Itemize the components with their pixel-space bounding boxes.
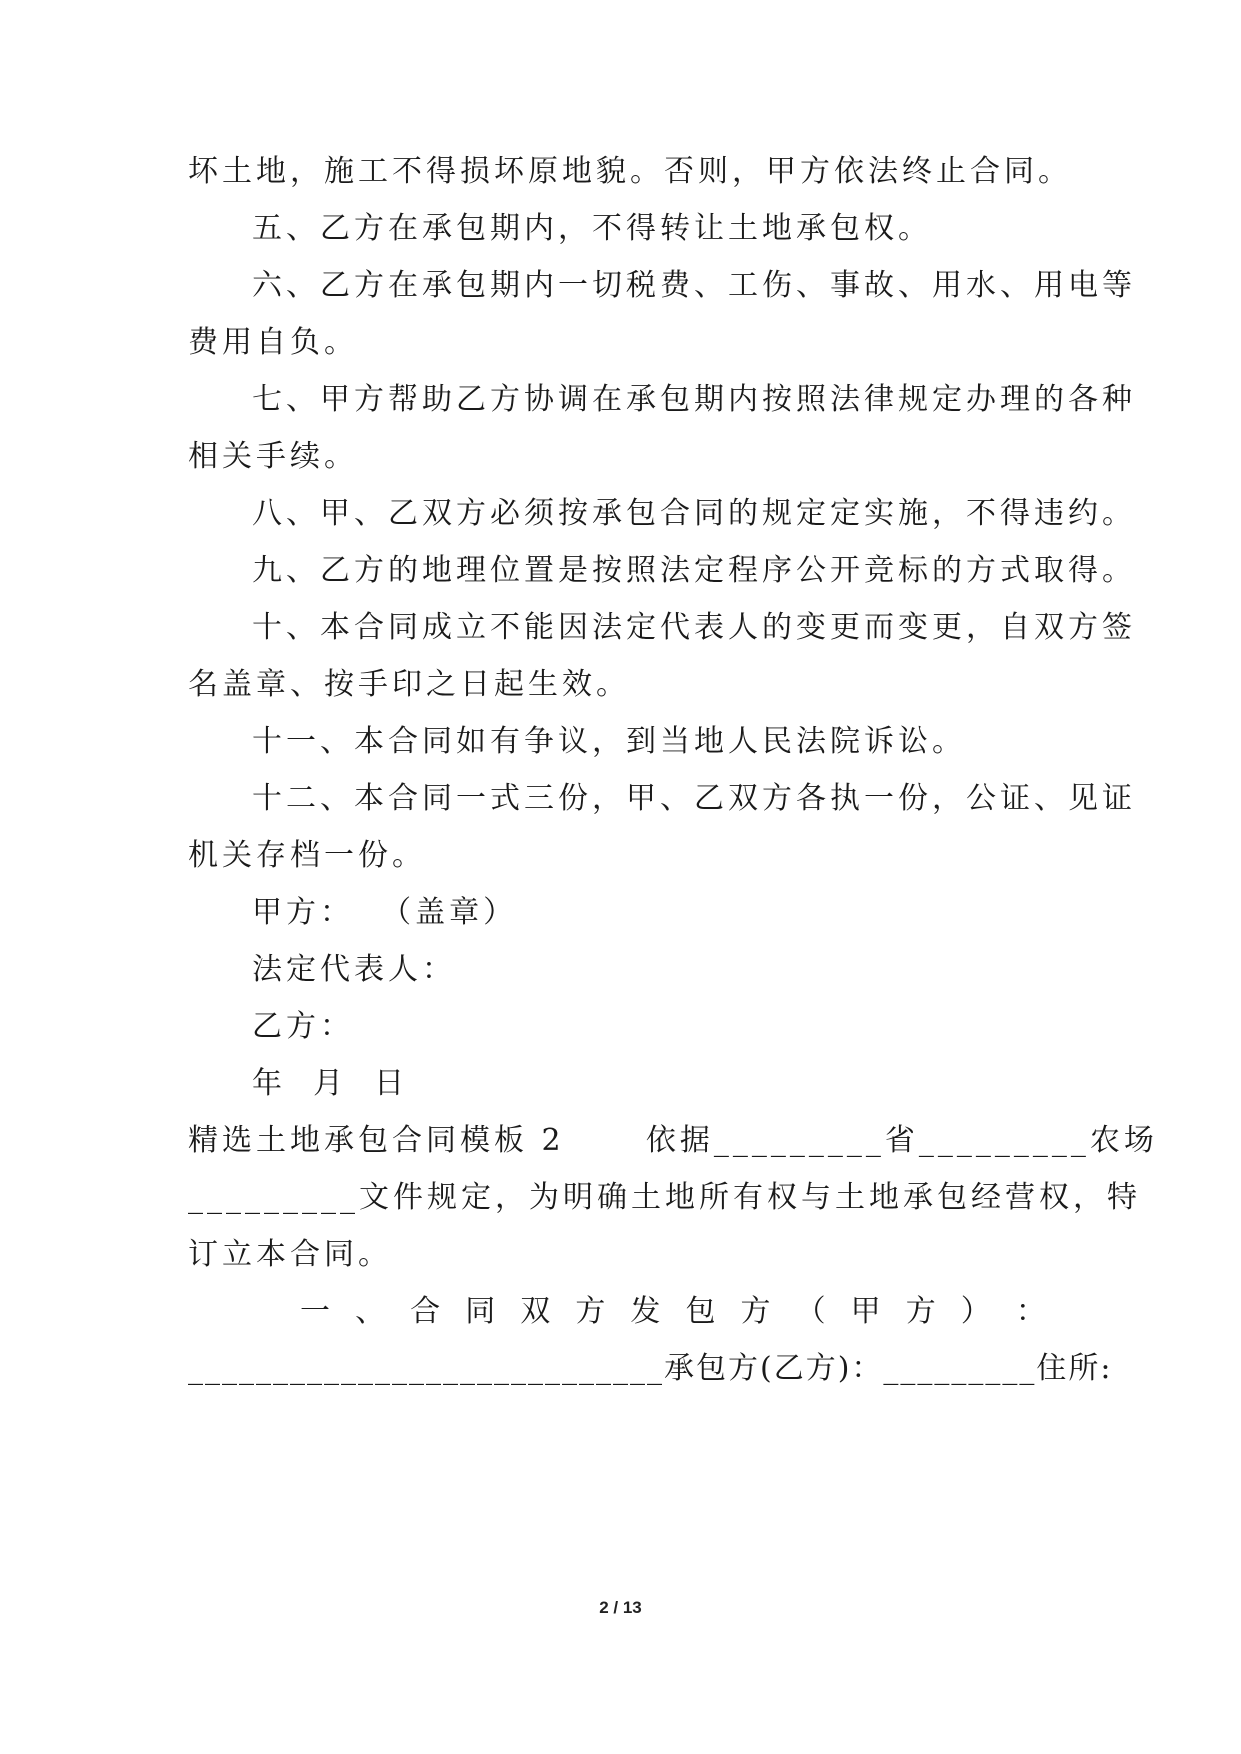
text-line: _________文件规定，为明确土地所有权与土地承包经营权，特 xyxy=(188,1180,1141,1215)
text-line: 机关存档一份。 xyxy=(188,838,426,873)
text-line: 十二、本合同一式三份，甲、乙双方各执一份，公证、见证 xyxy=(252,781,1136,816)
char: 合 xyxy=(410,1294,445,1329)
char: 双 xyxy=(520,1294,555,1329)
text-line: 七、甲方帮助乙方协调在承包期内按照法律规定办理的各种 xyxy=(252,382,1136,417)
text-line: 相关手续。 xyxy=(188,439,358,474)
char: ） xyxy=(960,1294,995,1329)
text-line: ____________________________承包方(乙方)：_________住所: xyxy=(188,1351,1113,1386)
text-line: 五、乙方在承包期内，不得转让土地承包权。 xyxy=(252,211,932,246)
char: ： xyxy=(1015,1294,1050,1329)
signature-party-b: 乙方： xyxy=(252,1009,354,1044)
char: （ xyxy=(795,1294,830,1329)
text-line: 十、本合同成立不能因法定代表人的变更而变更，自双方签 xyxy=(252,610,1136,645)
page-number: 2 / 13 xyxy=(599,1598,642,1617)
text-line: 九、乙方的地理位置是按照法定程序公开竞标的方式取得。 xyxy=(252,553,1136,588)
char: 一 xyxy=(300,1294,334,1329)
text-line: 费用自负。 xyxy=(188,325,358,360)
char: 方 xyxy=(575,1294,610,1329)
spaced-text-line xyxy=(300,1292,1050,1332)
signature-date: 年 月 日 xyxy=(252,1066,409,1101)
text-line: 八、甲、乙双方必须按承包合同的规定定实施，不得违约。 xyxy=(252,496,1136,531)
char: 、 xyxy=(355,1294,390,1329)
char: 甲 xyxy=(850,1294,885,1329)
char: 发 xyxy=(630,1294,665,1329)
text-line: 名盖章、按手印之日起生效。 xyxy=(188,667,630,702)
text-line: 六、乙方在承包期内一切税费、工伤、事故、用水、用电等 xyxy=(252,268,1136,303)
signature-legal-representative: 法定代表人： xyxy=(252,952,456,987)
text-line: 十一、本合同如有争议，到当地人民法院诉讼。 xyxy=(252,724,966,759)
char: 包 xyxy=(685,1294,720,1329)
char: 同 xyxy=(465,1294,500,1329)
char: 方 xyxy=(905,1294,940,1329)
text-line: 坏土地，施工不得损坏原地貌。否则，甲方依法终止合同。 xyxy=(188,154,1072,189)
text-line: 订立本合同。 xyxy=(188,1237,392,1272)
char: 方 xyxy=(740,1294,775,1329)
section-heading: 精选土地承包合同模板 2 依据_________省_________农场 xyxy=(188,1123,1158,1158)
signature-party-a: 甲方： （盖章） xyxy=(252,895,518,930)
